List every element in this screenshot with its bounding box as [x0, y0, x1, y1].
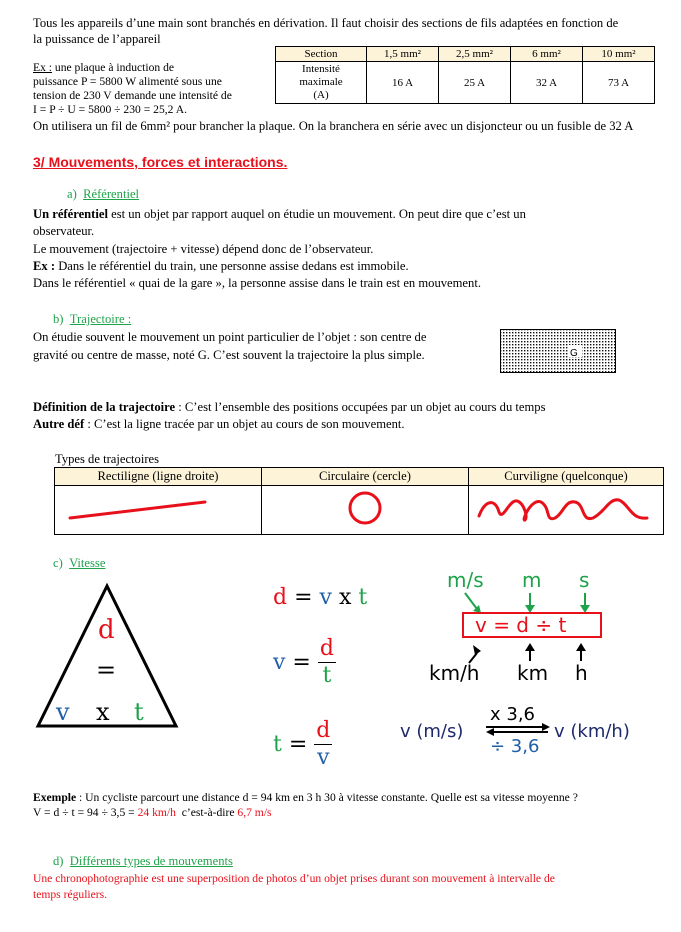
triangle-equals: = [96, 656, 117, 684]
example-line-2: puissance P = 5800 W alimenté sous une [33, 75, 222, 88]
example-line-4: I = P ÷ U = 5800 ÷ 230 = 25,2 A. [33, 103, 187, 116]
referentiel-line-4: Ex : Dans le référentiel du train, une personne assise dedans est immobile. [33, 259, 409, 273]
curviligne-drawing [469, 486, 664, 535]
triangle-x: x [96, 698, 110, 726]
types-title: Types de trajectoires [55, 452, 160, 466]
type-curviligne: Curviligne (quelconque) [469, 468, 664, 486]
conv-divide-label: ÷ 3,6 [490, 736, 540, 757]
speed-triangle [34, 580, 180, 732]
subheading-vitesse: c) Vitesse [53, 556, 106, 570]
section-3-title: 3/ Mouvements, forces et interactions. [33, 154, 288, 170]
object-dots-graphic [500, 329, 616, 373]
formula-v-equals-d-over-t: v = $\frac{d}{t}$ [273, 636, 334, 688]
referentiel-line-5: Dans le référentiel « quai de la gare », la personne assise dans le train est en mouvement. [33, 276, 481, 290]
section-table [275, 46, 655, 104]
triangle-d: d [98, 615, 115, 645]
straight-line-graphic [55, 486, 261, 530]
circle-graphic [262, 486, 468, 530]
triangle-v: v [56, 698, 70, 726]
table-intensity-2: 25 A [439, 62, 511, 104]
rectiligne-drawing [55, 486, 262, 535]
unit-s: s [579, 568, 590, 592]
conversion-diagram [398, 700, 643, 760]
circulaire-drawing [262, 486, 469, 535]
trajectory-types-table [54, 467, 664, 535]
trajectoire-line-2: gravité ou centre de masse, noté G. C’est souvent la trajectoire la plus simple. [33, 348, 425, 362]
subheading-mouvements: d) Différents types de mouvements [53, 854, 233, 868]
intro-line-1: Tous les appareils d’une main sont branchés en dérivation. Il faut choisir des sections de fils adaptées en fonction de [33, 16, 619, 30]
type-rectiligne: Rectiligne (ligne droite) [55, 468, 262, 486]
conversion-graphic [398, 700, 643, 760]
definition-trajectoire: Définition de la trajectoire : C’est l’ensemble des positions occupées par un objet au cours du temps [33, 400, 546, 414]
table-row-label: Intensité maximale (A) [276, 62, 367, 104]
unit-m: m [522, 568, 542, 592]
exemple-result-ms: 6,7 m/s [237, 806, 272, 819]
exemple-line-2: V = d ÷ t = 94 ÷ 3,5 = 24 km/h c’est-à-dire 6,7 m/s [33, 806, 272, 819]
formula-t-equals-d-over-v: t = $\frac{d}{v}$ [273, 718, 331, 770]
unit-km-per-h: km/h [429, 661, 480, 685]
curvy-line-graphic [469, 486, 663, 530]
triangle-graphic [34, 580, 180, 732]
referentiel-line-1: Un référentiel est un objet par rapport auquel on étudie un mouvement. On peut dire que c’est un [33, 207, 526, 221]
triangle-t: t [134, 698, 144, 726]
formula-d-equals-vt: d = v x t [273, 585, 368, 610]
object-image [500, 329, 616, 373]
example-line-5: On utilisera un fil de 6mm² pour brancher la plaque. On la branchera en série avec un disjoncteur ou un fusible de 32 A [33, 119, 634, 133]
units-graphic [425, 565, 615, 685]
table-intensity-3: 32 A [511, 62, 583, 104]
exemple-line-1: Exemple : Un cycliste parcourt une distance d = 94 km en 3 h 30 à vitesse constante. Quelle est sa vitesse moyenne ? [33, 791, 578, 804]
unit-h: h [575, 661, 588, 685]
unit-km: km [517, 661, 549, 685]
conv-left-label: v (m/s) [400, 721, 464, 742]
units-diagram [425, 565, 615, 685]
unit-m-per-s: m/s [447, 568, 484, 592]
table-intensity-4: 73 A [583, 62, 655, 104]
table-section-4: 10 mm² [583, 47, 655, 62]
example-label: Ex : [33, 61, 52, 74]
center-of-mass-label: G [570, 348, 578, 359]
table-section-2: 2,5 mm² [439, 47, 511, 62]
referentiel-line-3: Le mouvement (trajectoire + vitesse) dépend donc de l’observateur. [33, 242, 374, 256]
conv-right-label: v (km/h) [554, 721, 630, 742]
table-section-3: 6 mm² [511, 47, 583, 62]
table-section-1: 1,5 mm² [367, 47, 439, 62]
conv-times-label: x 3,6 [490, 704, 535, 725]
autre-definition: Autre déf : C’est la ligne tracée par un objet au cours de son mouvement. [33, 417, 405, 431]
mouvements-line-1: Une chronophotographie est une superposition de photos d’un objet prises durant son mouvement à intervalle de [33, 872, 555, 885]
referentiel-line-2: observateur. [33, 224, 95, 238]
exemple-result-kmh: 24 km/h [137, 806, 176, 819]
table-header-section: Section [276, 47, 367, 62]
subheading-referentiel: a) Référentiel [67, 187, 140, 201]
trajectoire-line-1: On étudie souvent le mouvement un point particulier de l’objet : son centre de [33, 330, 427, 344]
boxed-formula: v = d ÷ t [475, 613, 567, 637]
example-line-3: tension de 230 V demande une intensité de [33, 89, 232, 102]
type-circulaire: Circulaire (cercle) [262, 468, 469, 486]
subheading-trajectoire: b) Trajectoire : [53, 312, 132, 326]
mouvements-line-2: temps réguliers. [33, 888, 108, 901]
intro-line-2: la puissance de l’appareil [33, 32, 161, 46]
example-line-1: Ex : une plaque à induction de [33, 61, 175, 74]
table-intensity-1: 16 A [367, 62, 439, 104]
